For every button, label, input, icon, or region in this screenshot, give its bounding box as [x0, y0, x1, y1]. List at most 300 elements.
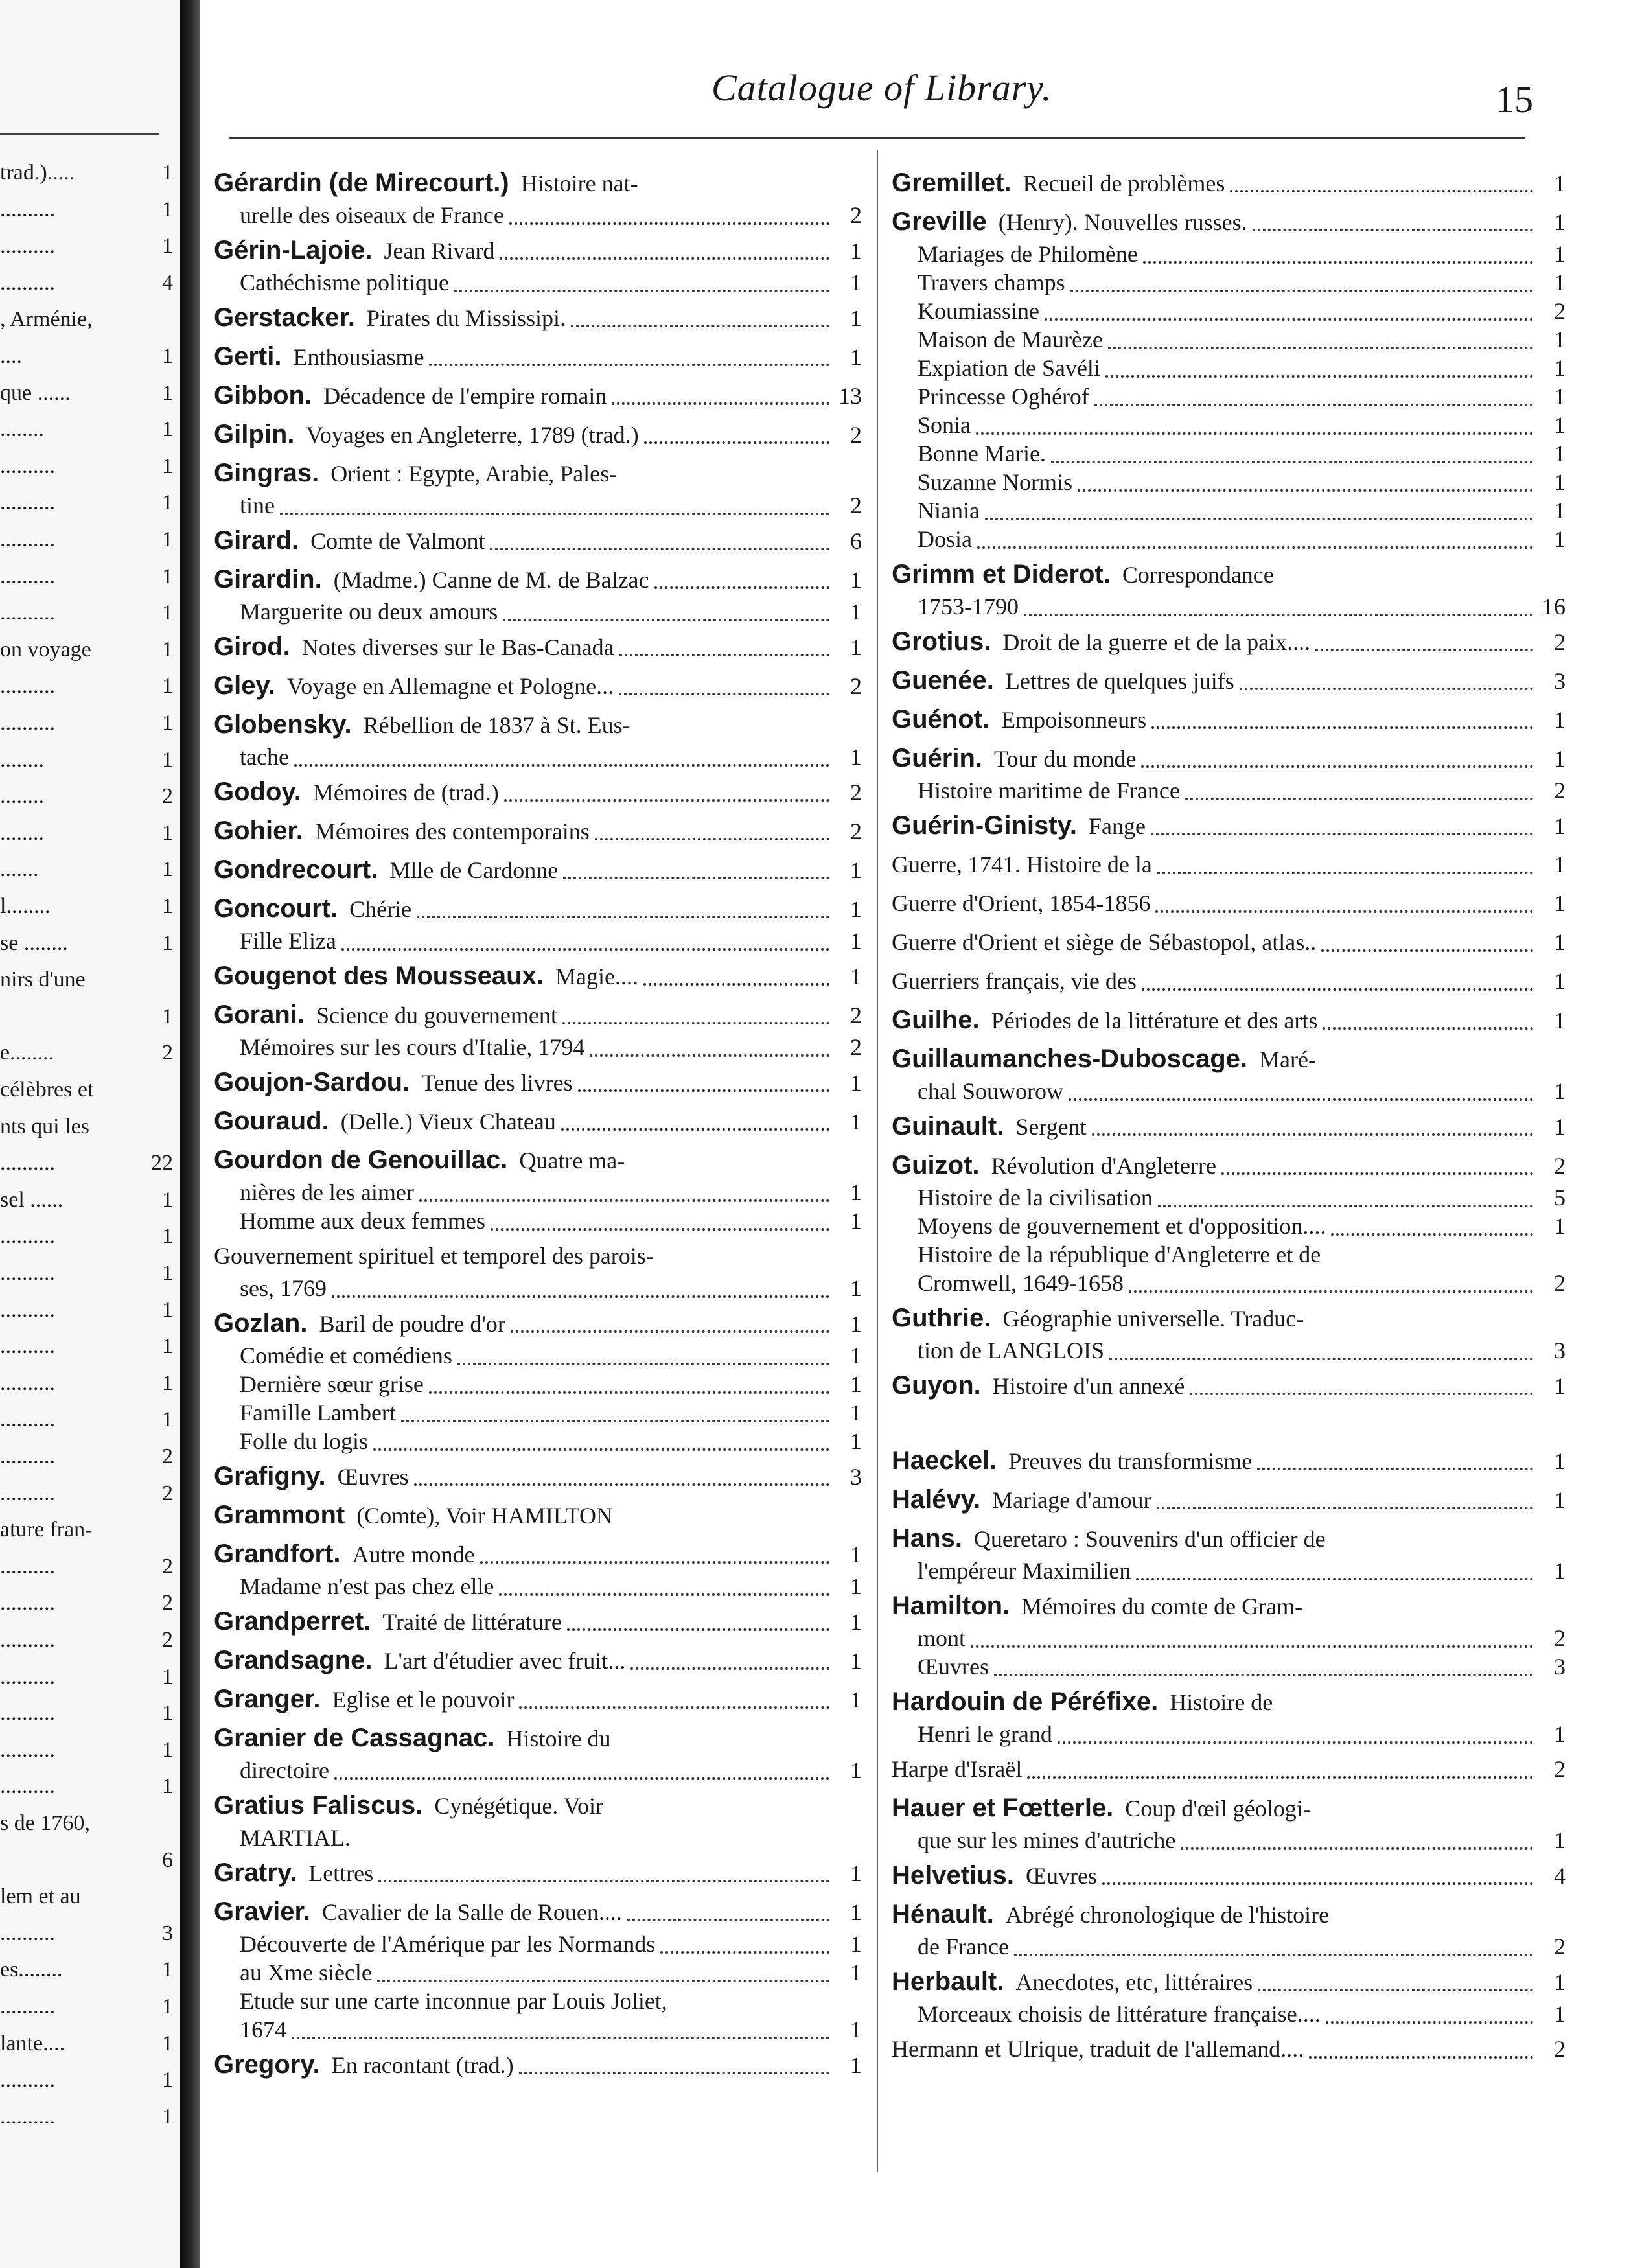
volume-count: 1 — [850, 1208, 862, 1234]
fragment-count: 1 — [162, 1004, 173, 1028]
volume-count: 2 — [1554, 1625, 1566, 1651]
entry-line — [214, 1341, 862, 1370]
entry-title: Histoire de — [1170, 1689, 1273, 1715]
previous-page-fragment — [0, 1220, 178, 1254]
entry-line — [214, 338, 862, 375]
previous-page-fragment — [0, 230, 178, 264]
previous-page-fragment — [0, 744, 178, 778]
entry-title: Périodes de la littérature et des arts — [991, 1008, 1318, 1034]
header-rule — [229, 137, 1525, 139]
previous-page-fragment — [0, 267, 178, 301]
fragment-text: sel ...... — [0, 1187, 64, 1212]
entry-line — [214, 299, 862, 336]
author-name: Guinault. — [892, 1112, 1004, 1140]
dot-leader — [643, 974, 829, 986]
entry-line — [892, 2031, 1566, 2067]
entry-title: tine — [240, 492, 275, 518]
author-name: Herbault. — [892, 1967, 1004, 1996]
catalogue-entry — [892, 807, 1566, 844]
catalogue-entry — [892, 1002, 1566, 1038]
fragment-count: 2 — [162, 1628, 173, 1652]
fragment-text: .......... — [0, 270, 55, 295]
entry-title: Mémoires de (trad.) — [312, 780, 499, 805]
previous-page-fragment — [0, 1111, 178, 1144]
author-name: Gérardin (de Mirecourt.) — [214, 168, 509, 197]
fragment-count: 1 — [162, 820, 173, 845]
entry-line — [892, 468, 1566, 496]
previous-page-fragment — [0, 1441, 178, 1474]
catalogue-entry — [214, 1893, 862, 2044]
previous-page-fragment — [0, 1001, 178, 1034]
entry-line — [892, 1624, 1566, 1652]
dot-leader — [1092, 1124, 1533, 1136]
entry-title: L'art d'étudier avec fruit... — [384, 1648, 626, 1674]
catalogue-entry — [892, 1108, 1566, 1144]
dot-leader — [1024, 605, 1533, 616]
dot-leader — [454, 281, 829, 292]
entry-line — [214, 629, 862, 665]
volume-count: 1 — [850, 2017, 862, 2042]
fragment-count: 2 — [162, 1444, 173, 1468]
catalogue-entry — [892, 1588, 1566, 1681]
previous-page-rule — [0, 133, 159, 135]
fragment-count: 1 — [162, 161, 173, 185]
previous-page-fragment — [0, 1844, 178, 1878]
previous-page-fragment — [0, 597, 178, 631]
previous-page-fragment — [0, 780, 178, 814]
entry-line — [214, 890, 862, 927]
previous-page-fragment — [0, 303, 178, 337]
author-name: Grotius. — [892, 627, 991, 656]
fragment-text: .......... — [0, 197, 55, 222]
dot-leader — [1027, 1767, 1533, 1779]
entry-title: nières de les aimer — [240, 1179, 414, 1205]
volume-count: 1 — [850, 567, 862, 593]
author-name: Grafigny. — [214, 1462, 326, 1490]
author-name: Gerstacker. — [214, 303, 355, 332]
catalogue-entry — [892, 885, 1566, 921]
entry-title: Preuves du transformisme — [1008, 1448, 1253, 1474]
entry-title: Morceaux choisis de littérature française.... — [918, 2001, 1321, 2027]
entry-title: Sergent — [1015, 1114, 1087, 1140]
entry-title: Abrégé chronologique de l'histoire — [1005, 1902, 1330, 1928]
entry-line — [214, 455, 862, 491]
entry-title: directoire — [240, 1757, 329, 1783]
author-name: Gourdon de Genouillac. — [214, 1146, 508, 1174]
volume-count: 2 — [1554, 778, 1566, 804]
entry-title: Science du gouvernement — [316, 1002, 557, 1028]
catalogue-entry — [892, 1896, 1566, 1961]
entry-title: Mlle de Cardonne — [389, 857, 559, 883]
dot-leader — [971, 1636, 1533, 1648]
fragment-count: 1 — [162, 711, 173, 735]
entry-line — [214, 1893, 862, 1930]
entry-title: Coup d'œil géologi- — [1125, 1796, 1311, 1822]
volume-count: 1 — [850, 305, 862, 331]
dot-leader — [1257, 1459, 1533, 1470]
volume-count: 1 — [850, 1109, 862, 1135]
dot-leader — [1221, 1163, 1533, 1175]
previous-page-fragment — [0, 707, 178, 741]
catalogue-entry — [214, 1603, 862, 1639]
volume-count: 1 — [1554, 355, 1566, 381]
entry-title: Bonne Marie. — [918, 441, 1046, 467]
dot-leader — [1151, 717, 1533, 729]
dot-leader — [504, 790, 829, 802]
dot-leader — [378, 1871, 829, 1882]
dot-leader — [1321, 940, 1533, 952]
entry-line — [892, 1300, 1566, 1336]
dot-leader — [1070, 281, 1533, 292]
volume-count: 2 — [1554, 1153, 1566, 1179]
fragment-text: .......... — [0, 491, 55, 515]
dot-leader — [419, 1190, 829, 1202]
entry-line — [214, 1787, 862, 1823]
entry-title: Voyage en Allemagne et Pologne... — [286, 673, 614, 699]
entry-line — [892, 1857, 1566, 1893]
previous-page-fragment — [0, 1697, 178, 1731]
entry-line — [892, 1108, 1566, 1144]
page-number: 15 — [1496, 78, 1533, 121]
entry-title: Maison de Maurèze — [918, 327, 1103, 353]
entry-line — [892, 165, 1566, 201]
entry-line — [214, 522, 862, 559]
fragment-count: 1 — [162, 344, 173, 368]
catalogue-entry — [214, 522, 862, 559]
author-name: Godoy. — [214, 778, 301, 806]
entry-title: Voyages en Angleterre, 1789 (trad.) — [306, 422, 639, 448]
dot-leader — [1051, 452, 1533, 463]
dot-leader — [1309, 2047, 1533, 2059]
fragment-text: célèbres et — [0, 1078, 94, 1102]
fragment-text: .......... — [0, 1737, 55, 1762]
entry-title: Guerriers français, vie des — [892, 968, 1137, 994]
previous-page-fragment — [0, 1587, 178, 1621]
entry-title: Recueil de problèmes — [1023, 170, 1225, 196]
fragment-text: .......... — [0, 454, 55, 478]
entry-title: Baril de poudre d'or — [319, 1311, 505, 1337]
catalogue-entry — [892, 1147, 1566, 1297]
fragment-text: que ...... — [0, 380, 71, 405]
volume-count: 16 — [1542, 594, 1566, 619]
entry-line — [892, 240, 1566, 268]
dot-leader — [1331, 1224, 1533, 1236]
entry-title: Chérie — [349, 896, 412, 922]
volume-count: 1 — [1554, 1487, 1566, 1513]
entry-title: Histoire de la civilisation — [918, 1185, 1153, 1210]
entry-line — [214, 597, 862, 626]
entry-title: Histoire de la république d'Angleterre et de — [918, 1242, 1321, 1267]
fragment-count: 1 — [162, 931, 173, 955]
entry-title: Mariages de Philomène — [918, 241, 1138, 267]
dot-leader — [491, 1219, 829, 1231]
author-name: Guillaumanches-Duboscage. — [892, 1045, 1248, 1073]
entry-title: Comédie et comédiens — [240, 1343, 452, 1369]
volume-count: 1 — [850, 1311, 862, 1337]
entry-line — [214, 1427, 862, 1455]
catalogue-entry — [892, 1790, 1566, 1855]
fragment-count: 1 — [162, 491, 173, 515]
dot-leader — [1155, 901, 1533, 913]
volume-count: 1 — [1554, 1558, 1566, 1584]
volume-count: 1 — [1554, 498, 1566, 524]
volume-count: 2 — [850, 673, 862, 699]
dot-leader — [1326, 2012, 1533, 2024]
author-name: Gougenot des Mousseaux. — [214, 962, 544, 990]
entry-line — [214, 1756, 862, 1785]
entry-line — [892, 1442, 1566, 1479]
volume-count: 2 — [850, 780, 862, 805]
entry-title: Fange — [1088, 813, 1146, 839]
dot-leader — [630, 1658, 829, 1670]
entry-title: Autre monde — [352, 1542, 475, 1568]
author-name: Hauer et Fœtterle. — [892, 1794, 1114, 1822]
catalogue-entry — [214, 561, 862, 626]
dot-leader — [519, 2063, 829, 2074]
entry-title: Queretaro : Souvenirs d'un officier de — [973, 1526, 1326, 1552]
entry-line — [892, 1826, 1566, 1855]
fragment-count: 1 — [162, 1297, 173, 1322]
volume-count: 1 — [850, 1070, 862, 1096]
volume-count: 1 — [1554, 1373, 1566, 1399]
entry-line — [892, 1481, 1566, 1518]
catalogue-entry — [214, 1238, 862, 1302]
previous-page-fragment — [0, 194, 178, 227]
volume-count: 1 — [850, 1931, 862, 1957]
entry-line — [892, 203, 1566, 240]
volume-count: 6 — [850, 528, 862, 554]
author-name: Haeckel. — [892, 1446, 997, 1475]
dot-leader — [1157, 862, 1533, 874]
previous-page-edge — [0, 0, 180, 2268]
catalogue-entry — [214, 997, 862, 1061]
fragment-text: es........ — [0, 1958, 63, 1982]
volume-count: 1 — [850, 270, 862, 295]
entry-line — [892, 1556, 1566, 1585]
author-name: Gingras. — [214, 459, 319, 487]
entry-line — [892, 1684, 1566, 1720]
author-name: Guérin-Ginisty. — [892, 811, 1077, 840]
entry-line — [892, 325, 1566, 354]
dot-leader — [1102, 1873, 1533, 1885]
author-name: Hans. — [892, 1524, 962, 1553]
entry-title: Mémoires sur les cours d'Italie, 1794 — [240, 1034, 585, 1060]
volume-count: 1 — [850, 1960, 862, 1985]
catalogue-entry — [892, 556, 1566, 621]
previous-page-fragment — [0, 1770, 178, 1804]
fragment-count: 1 — [162, 601, 173, 625]
author-name: Gibbon. — [214, 381, 312, 410]
column-divider — [877, 150, 878, 2172]
fragment-count: 1 — [162, 857, 173, 882]
previous-page-fragment — [0, 1917, 178, 1951]
dot-leader — [509, 213, 829, 225]
dot-leader — [334, 1768, 829, 1780]
entry-line — [214, 1603, 862, 1639]
volume-count: 5 — [1554, 1185, 1566, 1210]
catalogue-entry — [214, 1855, 862, 1891]
entry-title: Œuvres — [1025, 1863, 1097, 1889]
fragment-count: 2 — [162, 784, 173, 809]
fragment-text: nts qui les — [0, 1114, 89, 1139]
dot-leader — [985, 509, 1533, 520]
dot-leader — [1058, 1732, 1533, 1744]
entry-title: mont — [918, 1625, 966, 1651]
entry-title: de France — [918, 1934, 1009, 1960]
entry-line — [892, 1336, 1566, 1365]
entry-line — [892, 662, 1566, 699]
right-column — [892, 165, 1566, 2070]
catalogue-entry — [892, 1367, 1566, 1404]
volume-count: 2 — [850, 1034, 862, 1060]
catalogue-entry — [214, 1681, 862, 1717]
dot-leader — [578, 1080, 829, 1092]
entry-line — [214, 1142, 862, 1178]
author-name: Granier de Cassagnac. — [214, 1724, 495, 1752]
fragment-count: 3 — [162, 1921, 173, 1945]
volume-count: 2 — [1554, 1756, 1566, 1782]
entry-line — [214, 165, 862, 201]
previous-page-fragment — [0, 1661, 178, 1695]
volume-count: 1 — [1554, 1827, 1566, 1853]
fragment-text: .......... — [0, 527, 55, 551]
dot-leader — [429, 1382, 829, 1394]
catalogue-entry — [214, 813, 862, 849]
author-name: Helvetius. — [892, 1861, 1014, 1890]
entry-line — [214, 1033, 862, 1061]
catalogue-entry — [892, 623, 1566, 660]
entry-title: que sur les mines d'autriche — [918, 1827, 1176, 1853]
previous-page-fragment — [0, 1734, 178, 1768]
entry-title: Maré- — [1259, 1047, 1316, 1072]
entry-title: Œuvres — [337, 1464, 409, 1490]
entry-title: Histoire nat- — [520, 170, 638, 196]
fragment-count: 4 — [162, 270, 173, 295]
dot-leader — [562, 1013, 829, 1024]
entry-title: Koumiassine — [918, 298, 1039, 324]
entry-line — [214, 2015, 862, 2044]
entry-line — [214, 1642, 862, 1678]
entry-title: Fille Eliza — [240, 928, 336, 954]
dot-leader — [644, 432, 829, 444]
entry-line — [892, 1077, 1566, 1105]
entry-title: Suzanne Normis — [918, 469, 1072, 495]
entry-line — [892, 740, 1566, 776]
entry-line — [892, 439, 1566, 468]
entry-title: 1674 — [240, 2017, 286, 2042]
entry-line — [214, 1305, 862, 1341]
volume-count: 1 — [1554, 1969, 1566, 1995]
catalogue-entry — [214, 890, 862, 955]
previous-page-fragment — [0, 1404, 178, 1437]
volume-count: 1 — [1554, 526, 1566, 552]
fragment-count: 1 — [162, 894, 173, 918]
entry-title: Pirates du Mississipi. — [366, 305, 566, 331]
catalogue-entry — [892, 1481, 1566, 1518]
entry-title: Dernière sœur grise — [240, 1371, 424, 1397]
entry-title: 1753-1790 — [918, 594, 1019, 619]
dot-leader — [612, 393, 829, 405]
volume-count: 2 — [850, 818, 862, 844]
dot-leader — [1142, 979, 1533, 991]
entry-line — [892, 924, 1566, 960]
entry-line — [214, 561, 862, 597]
previous-page-fragment — [0, 524, 178, 557]
author-name: Guizot. — [892, 1151, 980, 1179]
fragment-text: .......... — [0, 1334, 55, 1359]
running-title: Catalogue of Library. — [711, 67, 1052, 109]
catalogue-entry — [892, 1751, 1566, 1787]
fragment-text: .......... — [0, 1297, 55, 1322]
entry-line — [214, 268, 862, 297]
previous-page-fragment — [0, 487, 178, 520]
previous-page-fragment — [0, 817, 178, 851]
fragment-text: .......... — [0, 1701, 55, 1726]
entry-line — [214, 1238, 862, 1274]
entry-line — [892, 1588, 1566, 1624]
dot-leader — [1109, 1348, 1533, 1360]
entry-title: Traité de littérature — [382, 1609, 562, 1635]
volume-count: 1 — [1554, 2001, 1566, 2027]
catalogue-entry — [892, 1684, 1566, 1748]
entry-line — [892, 382, 1566, 411]
fragment-count: 2 — [162, 1554, 173, 1579]
entry-line — [892, 807, 1566, 844]
catalogue-entry — [214, 1064, 862, 1100]
entry-line — [214, 1103, 862, 1139]
catalogue-entry — [892, 740, 1566, 805]
volume-count: 1 — [850, 1860, 862, 1886]
previous-page-fragment — [0, 1330, 178, 1364]
volume-count: 1 — [850, 857, 862, 883]
volume-count: 3 — [850, 1464, 862, 1490]
entry-title: Eglise et le pouvoir — [332, 1687, 515, 1713]
volume-count: 2 — [1554, 629, 1566, 655]
entry-line — [892, 1002, 1566, 1038]
volume-count: 1 — [850, 928, 862, 954]
catalogue-entry — [892, 662, 1566, 699]
dot-leader — [561, 1119, 829, 1131]
author-name: Hardouin de Péréfixe. — [892, 1687, 1159, 1716]
fragment-count: 1 — [162, 454, 173, 478]
volume-count: 1 — [850, 1609, 862, 1635]
catalogue-entry — [214, 1642, 862, 1678]
fragment-count: 1 — [162, 2068, 173, 2092]
author-name: Globensky. — [214, 710, 352, 739]
previous-page-fragment — [0, 1257, 178, 1291]
catalogue-entry — [892, 924, 1566, 960]
entry-line — [214, 997, 862, 1033]
entry-title: Expiation de Savéli — [918, 355, 1100, 381]
fragment-count: 1 — [162, 234, 173, 259]
entry-title: Princesse Oghérof — [918, 384, 1089, 410]
entry-line — [214, 377, 862, 413]
volume-count: 1 — [850, 1343, 862, 1369]
dot-leader — [571, 316, 829, 327]
previous-page-fragment — [0, 1514, 178, 1547]
entry-line — [214, 1536, 862, 1572]
dot-leader — [619, 645, 829, 656]
dot-leader — [660, 1942, 829, 1954]
dot-leader — [1253, 220, 1533, 231]
dot-leader — [1230, 181, 1533, 192]
entry-line — [214, 958, 862, 994]
entry-line — [214, 1064, 862, 1100]
volume-count: 1 — [1554, 929, 1566, 955]
volume-count: 2 — [850, 1002, 862, 1028]
volume-count: 1 — [850, 1400, 862, 1426]
volume-count: 1 — [1554, 241, 1566, 267]
